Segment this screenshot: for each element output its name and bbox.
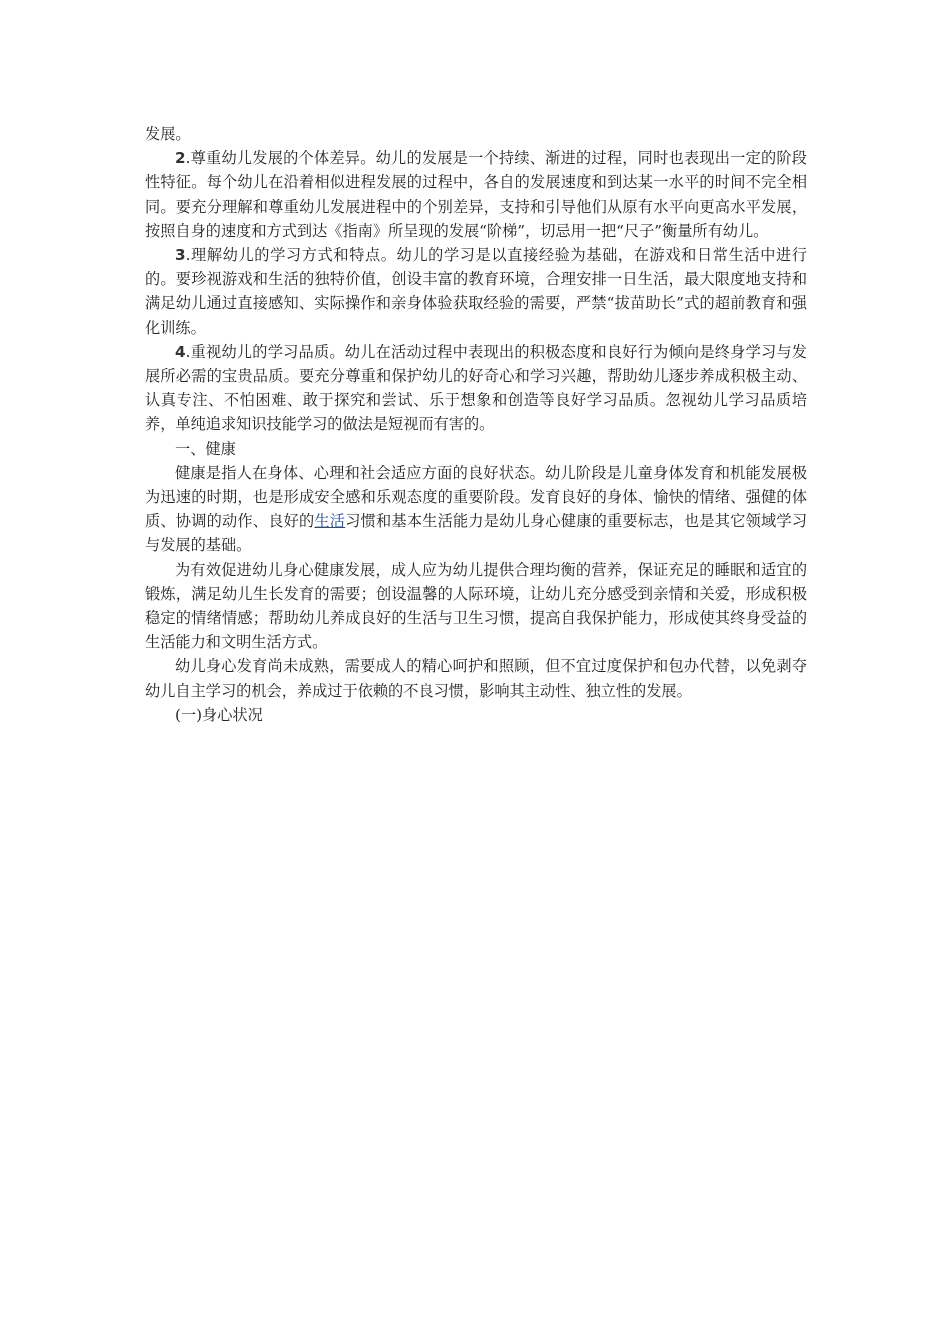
paragraph-health-definition: [145, 461, 807, 558]
document-body: [145, 122, 807, 727]
paragraph-text: 健康是指人在身体、心理和社会适应方面的良好状态。幼儿阶段是儿童身体发育和机能发展极为迅速的时期，也是形成安全感和乐观态度的重要阶段。发育良好的身体、愉快的情绪、强健的体质、协调的动作、良好的: [145, 463, 807, 531]
paragraph-health-promotion: 为有效促进幼儿身心健康发展，成人应为幼儿提供合理均衡的营养，保证充足的睡眠和适宜的锻炼，满足幼儿生长发育的需要；创设温馨的人际环境，让幼儿充分感受到亲情和关爱，形成积极稳定的情绪情感；帮助幼儿养成良好的生活与卫生习惯，提高自我保护能力，形成使其终身受益的生活能力和文明生活方式。: [145, 560, 807, 652]
paragraph-text: .尊重幼儿发展的个体差异。幼儿的发展是一个持续、渐进的过程，同时也表现出一定的阶段性特征。每个幼儿在沿着相似进程发展的过程中，各自的发展速度和到达某一水平的时间不完全相同。要充分理解和尊重幼儿发展进程中的个别差异，支持和引导他们从原有水平向更高水平发展，按照自身的速度和方式到达《指南》所呈现的发展“阶梯”，切忌用一把“尺子”衡量所有幼儿。: [145, 149, 807, 240]
paragraph-principle-3: [145, 243, 807, 340]
subsection-heading-physical-mental: (一)身心状况: [175, 705, 263, 724]
paragraph-text: 习惯和基本生活能力是幼儿身心健康的重要标志，也是其它领域学习与发展的基础。: [145, 512, 808, 555]
item-number: 3: [175, 246, 186, 265]
paragraph-continuation: 发展。: [145, 125, 191, 143]
section-heading-health: 一、健康: [175, 439, 236, 458]
paragraph-principle-2: [145, 146, 807, 243]
paragraph-text: .重视幼儿的学习品质。幼儿在活动过程中表现出的积极态度和良好行为倾向是终身学习与发展所必需的宝贵品质。要充分尊重和保护幼儿的好奇心和学习兴趣，帮助幼儿逐步养成积极主动、认真专注、不怕困难、敢于探究和尝试、乐于想象和创造等良好学习品质。忽视幼儿学习品质培养，单纯追求知识技能学习的做法是短视而有害的。: [145, 342, 807, 434]
paragraph-health-care: 幼儿身心发育尚未成熟，需要成人的精心呵护和照顾，但不宜过度保护和包办代替，以免剥夺幼儿自主学习的机会，养成过于依赖的不良习惯，影响其主动性、独立性的发展。: [145, 657, 807, 700]
life-link[interactable]: 生活: [314, 512, 346, 531]
paragraph-principle-4: [145, 340, 807, 437]
item-number: 2: [175, 149, 186, 168]
paragraph-text: .理解幼儿的学习方式和特点。幼儿的学习是以直接经验为基础，在游戏和日常生活中进行的。要珍视游戏和生活的独特价值，创设丰富的教育环境，合理安排一日生活，最大限度地支持和满足幼儿通过直接感知、实际操作和亲身体验获取经验的需要，严禁“拔苗助长”式的超前教育和强化训练。: [145, 246, 807, 337]
item-number: 4: [175, 342, 186, 361]
